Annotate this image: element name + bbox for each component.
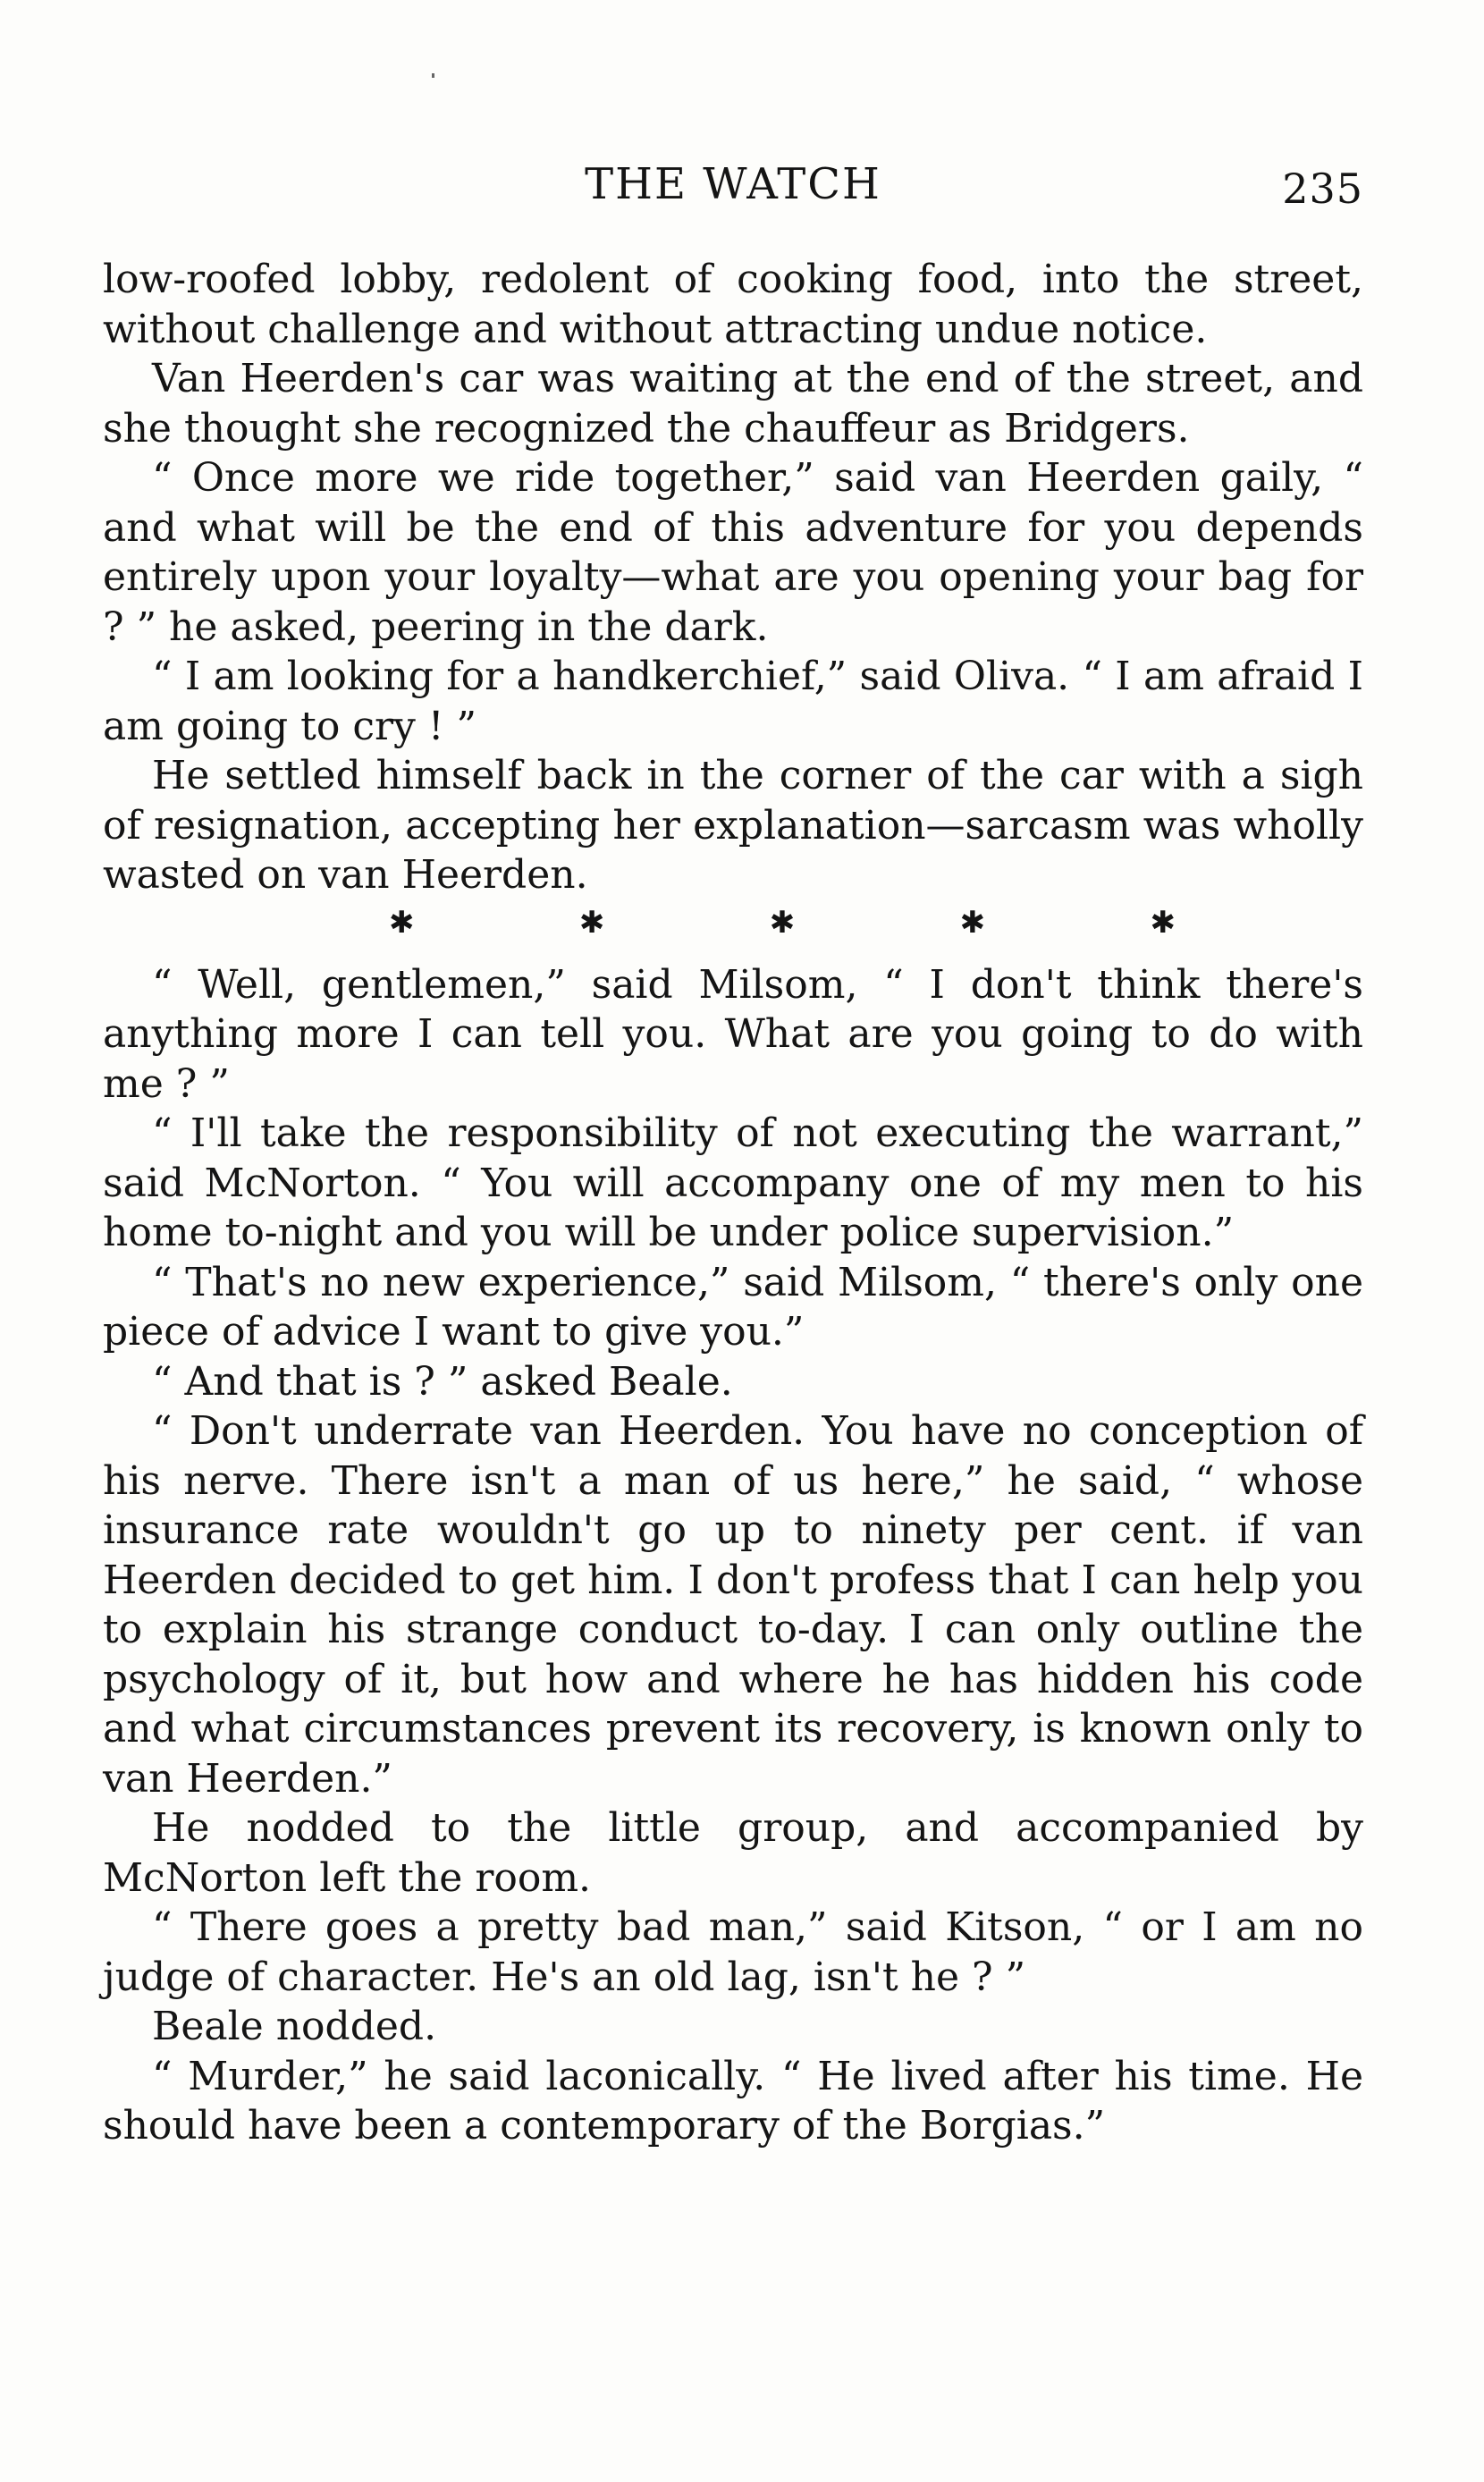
asterism-star: ✱ [959,904,986,941]
running-title: THE WATCH [585,159,881,209]
paragraph: “ Murder,” he said laconically. “ He lived after his time. He should have been a contemporary of the Borgias.” [103,2053,1363,2149]
paragraph: “ Once more we ride together,” said van Heerden gaily, “ and what will be the end of this adventure for you depends entirely upon your loyalty—what are you opening your bag for ? ” he asked, peering in the dark. [103,455,1363,650]
paragraph: “ I am looking for a handkerchief,” said Oliva. “ I am afraid I am going to cry ! ” [103,654,1363,749]
paragraph: He nodded to the little group, and accompanied by McNorton left the room. [103,1805,1363,1901]
paragraph: Van Heerden's car was waiting at the end of the street, and she thought she recognized the chauffeur as Bridgers. [103,356,1363,452]
paragraph: He settled himself back in the corner of the car with a sigh of resignation, accepting her explanation—sarcasm was wholly wasted on van Heerden. [103,753,1363,898]
section-break [103,900,1363,950]
paragraph: “ I'll take the responsibility of not executing the warrant,” said McNorton. “ You will accompany one of my men to his home to-night and you will be under police supervision.” [103,1110,1363,1255]
asterism-star: ✱ [769,904,796,941]
paragraph: “ There goes a pretty bad man,” said Kitson, “ or I am no judge of character. He's an old lag, isn't he ? ” [103,1904,1363,2000]
paragraph: low-roofed lobby, redolent of cooking food, into the street, without challenge and without attracting undue notice. [103,257,1363,352]
asterism-star: ✱ [389,904,415,941]
paragraph: “ That's no new experience,” said Milsom, “ there's only one piece of advice I want to give you.” [103,1259,1363,1355]
paragraph: “ And that is ? ” asked Beale. [152,1358,733,1405]
paragraph: “ Don't underrate van Heerden. You have no conception of his nerve. There isn't a man of us here,” he said, “ whose insurance rate wouldn't go up to ninety per cent. if van Heerden decided to get him. I don't profess that I can help you to explain his strange conduct to-day. I can only outline the psychology of it, but how and where he has hidden his code and what circumstances prevent its recovery, is known only to van Heerden.” [103,1408,1363,1802]
paragraph: “ Well, gentlemen,” said Milsom, “ I don't think there's anything more I can tell you. What are you going to do with me ? ” [103,961,1363,1107]
asterism-star: ✱ [578,904,605,941]
page-header [103,159,1363,222]
body-text [103,255,1363,2151]
paragraph: Beale nodded. [152,2004,437,2049]
page-number: 235 [1282,165,1363,213]
asterism-star: ✱ [1150,904,1176,941]
print-speck [432,73,434,78]
